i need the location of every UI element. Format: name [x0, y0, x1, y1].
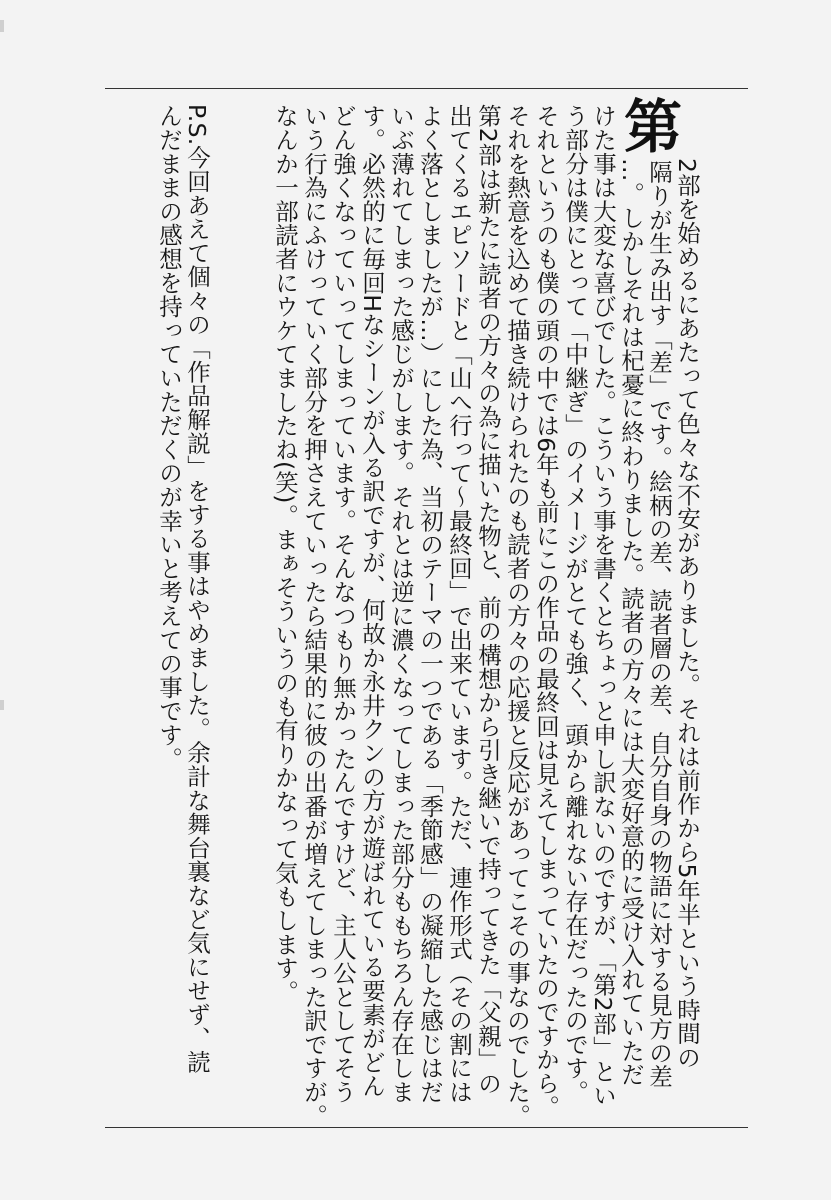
dropcap: 第 [624, 93, 683, 161]
top-rule [105, 88, 748, 89]
binding-mark [0, 700, 4, 710]
text-column: 2部を始めるにあたって色々な不安がありました。それは前作から5年半という時間の [673, 158, 701, 1070]
text-column: す。必然的に毎回Hなシーンが入る訳ですが、何故か永井クンの方が遊ばれている要素がどん [358, 104, 386, 1098]
ps-column: P.S.今回あえて個々の「作品解説」をする事はやめました。余計な舞台裏など気にせず、読 [183, 104, 211, 1074]
text-column: 出てくるエピソードと「山へ行って～最終回」で出来ています。ただ、連作形式（その割には [445, 104, 473, 1104]
text-column: いぶ薄れてしまった感じがします。それとは逆に濃くなってしまった部分ももちろん存在しま [387, 104, 415, 1104]
text-column: う部分は僕にとって「中継ぎ」のイメージがとても強く、頭から離れない存在だったのです。 [561, 104, 589, 1104]
text-column: どん強くなっていってしまっています。そんなつもり無かったんですけど、主人公としてそう [329, 104, 357, 1104]
bottom-rule [105, 1127, 748, 1128]
text-column: それというのも僕の頭の中では6年も前にこの作品の最終回は見えてしまっていたのですから。 [532, 104, 560, 1119]
text-column: 第2部は新たに読者の方々の為に描いた物と、前の構想から引き継いで持ってきた「父親」の [474, 104, 502, 1096]
text-column: けた事は大変な喜びでした。こういう事を書くとちょっと申し訳ないのですが、「第2部」とい [589, 104, 617, 1108]
text-column: …。しかしそれは杞憂に終わりました。読者の方々には大変好意的に受け入れていただ [617, 158, 645, 1087]
text-column: なんか一部読者にウケてましたね(笑)。まぁそういうのも有りかなって気もします。 [271, 104, 299, 1004]
ps-column: んだままの感想を持っていただくのが幸いと考えての事です。 [155, 104, 183, 771]
text-column: それを熱意を込めて描き続けられたのも読者の方々の応援と反応があってこその事なのでした。 [503, 104, 531, 1128]
text-column: いう行為にふけっていく部分を押さえていったら結果的に彼の出番が増えてしまった訳ですが。 [300, 104, 328, 1128]
text-column: よく落としましたが…）にした為、当初のテーマの一つである「季節感」の凝縮した感じはだ [416, 104, 444, 1104]
text-column: 隔りが生み出す「差」です。絵柄の差、読者層の差、自分自身の物語に対する見方の差 [645, 160, 673, 1089]
binding-mark [0, 20, 4, 32]
